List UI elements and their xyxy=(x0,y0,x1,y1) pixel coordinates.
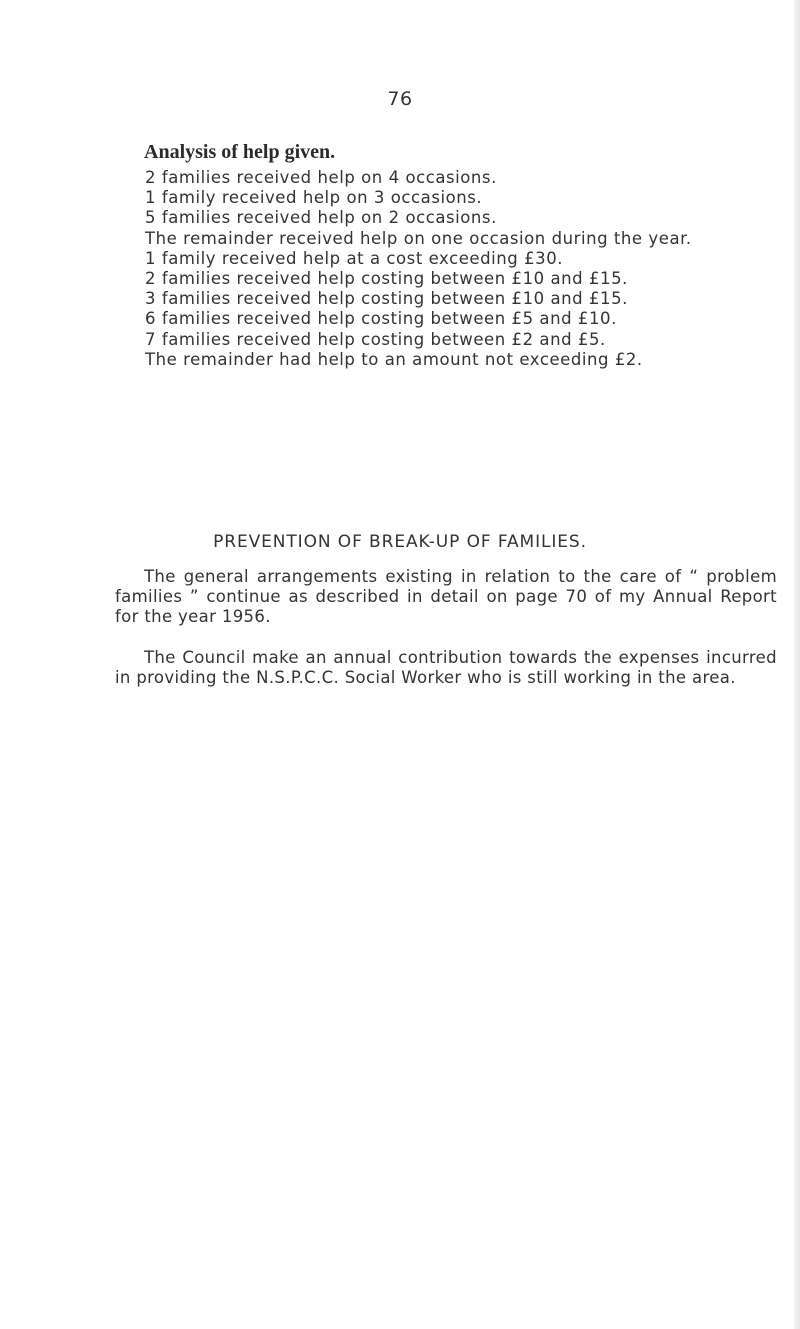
list-item: 1 family received help at a cost exceeding £30. xyxy=(145,248,564,268)
list-item: 7 families received help costing between £2 and £5. xyxy=(145,329,606,349)
list-item: The remainder received help on one occasion during the year. xyxy=(145,228,692,248)
page-number: 76 xyxy=(387,88,413,110)
list-item: 6 families received help costing between £5 and £10. xyxy=(145,309,617,329)
page-edge-shadow xyxy=(794,0,800,1329)
list-item: 5 families received help on 2 occasions. xyxy=(145,208,497,228)
prevention-paragraph-council: The Council make an annual contribution towards the expenses incurred in providing the N.S.P.C.C. Social Worker who is still working in the area. xyxy=(115,648,777,688)
section-title-prevention: PREVENTION OF BREAK-UP OF FAMILIES. xyxy=(213,532,587,552)
help-analysis-list xyxy=(145,168,770,370)
list-item: The remainder had help to an amount not exceeding £2. xyxy=(145,349,643,369)
section-heading-analysis: Analysis of help given. xyxy=(144,141,336,163)
list-item: 3 families received help costing between £10 and £15. xyxy=(145,289,628,309)
list-item: 1 family received help on 3 occasions. xyxy=(145,188,483,208)
list-item: 2 families received help costing between £10 and £15. xyxy=(145,269,628,289)
list-item: 2 families received help on 4 occasions. xyxy=(145,168,497,187)
prevention-paragraph-arrangements: The general arrangements existing in relation to the care of “ problem families ” continue as described in detail on page 70 of my Annual Report for the year 1956. xyxy=(115,567,777,627)
